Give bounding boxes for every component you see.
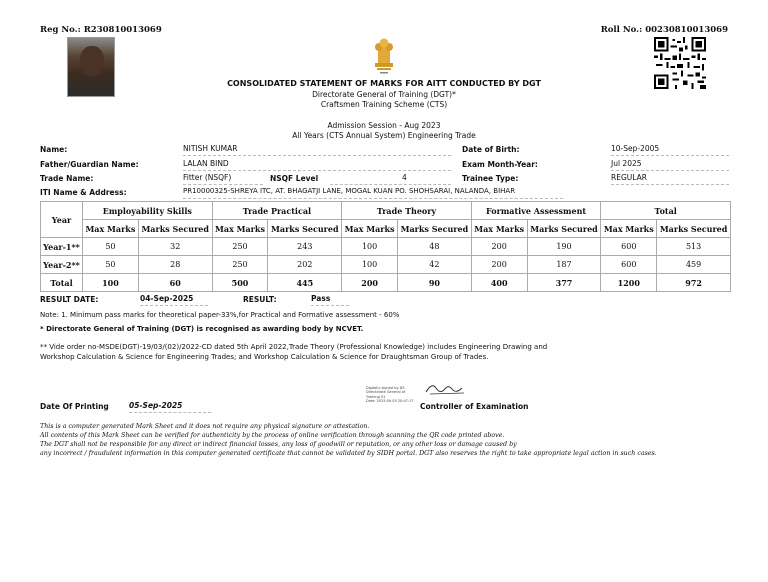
candidate-photo xyxy=(67,37,115,97)
table-cell: 250 xyxy=(212,238,268,256)
row-year: Total xyxy=(41,274,83,292)
result-value: Pass xyxy=(311,294,349,306)
table-cell: 250 xyxy=(212,256,268,274)
result-date-label: RESULT DATE: xyxy=(40,295,99,304)
table-cell: 100 xyxy=(83,274,139,292)
marks-table xyxy=(40,201,731,292)
table-cell: 377 xyxy=(527,274,601,292)
table-row xyxy=(41,238,731,256)
trainee-label: Trainee Type: xyxy=(462,174,519,183)
table-cell: 100 xyxy=(342,256,398,274)
table-cell: 459 xyxy=(657,256,731,274)
group-header: Employability Skills xyxy=(83,202,213,220)
table-cell: 32 xyxy=(138,238,212,256)
marks-secured-header: Marks Secured xyxy=(398,220,472,238)
note-pass-marks: Note: 1. Minimum pass marks for theoretical paper-33%,for Practical and Formative assessment - 60% xyxy=(40,311,400,319)
table-cell: 200 xyxy=(471,238,527,256)
exam-value: Jul 2025 xyxy=(611,159,729,171)
header-line-dgt: Directorate General of Training (DGT)* xyxy=(312,90,456,99)
footer-line-3: The DGT shall not be responsible for any direct or indirect financial losses, any loss of goodwill or reputation, or any other loss or damage caused by xyxy=(40,441,517,448)
digital-signature-stamp: Digitally signed by DS Directorate General of Training 01 Date: 2025.09.05 20:47:17 xyxy=(366,386,414,404)
table-cell: 400 xyxy=(471,274,527,292)
table-cell: 60 xyxy=(138,274,212,292)
note-order-line2: Workshop Calculation & Science for Engineering Trades; and Workshop Calculation & Science for Draughtsman Group of Trades. xyxy=(40,353,489,361)
exam-label: Exam Month-Year: xyxy=(462,160,538,169)
table-cell: 445 xyxy=(268,274,342,292)
table-cell: 50 xyxy=(83,256,139,274)
printing-date-value: 05-Sep-2025 xyxy=(129,401,211,413)
note-order-line1: ** Vide order no-MSDE(DGT)-19/03/(02)/2022-CD dated 5th April 2022,Trade Theory (Professional Knowledge) includes Engineering Drawing and xyxy=(40,343,548,351)
footer-line-1: This is a computer generated Mark Sheet and it does not require any physical signature or attestation. xyxy=(40,423,370,430)
max-marks-header: Max Marks xyxy=(601,220,657,238)
dob-label: Date of Birth: xyxy=(462,145,520,154)
name-label: Name: xyxy=(40,145,68,154)
table-cell: 600 xyxy=(601,256,657,274)
table-row-total xyxy=(41,274,731,292)
iti-value: PR10000325-SHREYA ITC, AT. BHAGATJI LANE, MOGAL KUAN PO. SHOHSARAI, NALANDA, BIHAR xyxy=(183,187,563,199)
father-label: Father/Guardian Name: xyxy=(40,160,139,169)
national-emblem-icon xyxy=(369,33,399,77)
admission-session: Admission Session - Aug 2023 xyxy=(327,121,441,130)
group-header: Trade Theory xyxy=(342,202,472,220)
marks-secured-header: Marks Secured xyxy=(138,220,212,238)
table-cell: 972 xyxy=(657,274,731,292)
iti-label: ITI Name & Address: xyxy=(40,188,127,197)
table-cell: 28 xyxy=(138,256,212,274)
table-cell: 600 xyxy=(601,238,657,256)
trade-value: Fitter (NSQF) xyxy=(183,173,263,185)
father-value: LALAN BIND xyxy=(183,159,451,171)
nsqf-value: 4 xyxy=(330,173,451,185)
footer-line-4: any incorrect / fraudulent information in this computer generated certificate that cannot be validated by SIDH portal. DGT also reserves the right to take appropriate legal action in such cases. xyxy=(40,450,657,457)
document-title: CONSOLIDATED STATEMENT OF MARKS FOR AITT CONDUCTED BY DGT xyxy=(227,79,541,88)
name-value: NITISH KUMAR xyxy=(183,144,451,156)
table-cell: 100 xyxy=(342,238,398,256)
group-header: Trade Practical xyxy=(212,202,342,220)
marks-secured-header: Marks Secured xyxy=(527,220,601,238)
table-cell: 200 xyxy=(471,256,527,274)
table-cell: 200 xyxy=(342,274,398,292)
controller-label: Controller of Examination xyxy=(420,402,529,411)
row-year: Year-1** xyxy=(41,238,83,256)
table-cell: 513 xyxy=(657,238,731,256)
max-marks-header: Max Marks xyxy=(471,220,527,238)
dob-value: 10-Sep-2005 xyxy=(611,144,729,156)
max-marks-header: Max Marks xyxy=(83,220,139,238)
row-year: Year-2** xyxy=(41,256,83,274)
registration-number: Reg No.: R230810013069 xyxy=(40,25,162,35)
max-marks-header: Max Marks xyxy=(212,220,268,238)
table-row xyxy=(41,256,731,274)
group-header: Total xyxy=(601,202,731,220)
table-cell: 90 xyxy=(398,274,472,292)
table-cell: 42 xyxy=(398,256,472,274)
nsqf-label: NSQF Level xyxy=(270,174,319,183)
note-ncvet: * Directorate General of Training (DGT) is recognised as awarding body by NCVET. xyxy=(40,325,364,333)
max-marks-header: Max Marks xyxy=(342,220,398,238)
result-date-value: 04-Sep-2025 xyxy=(140,294,208,306)
marks-secured-header: Marks Secured xyxy=(657,220,731,238)
roll-number: Roll No.: 00230810013069 xyxy=(600,25,728,35)
table-cell: 50 xyxy=(83,238,139,256)
group-header: Formative Assessment xyxy=(471,202,601,220)
trade-system-line: All Years (CTS Annual System) Engineering Trade xyxy=(292,131,476,140)
table-cell: 190 xyxy=(527,238,601,256)
year-header: Year xyxy=(41,202,83,238)
trainee-value: REGULAR xyxy=(611,173,729,185)
header-line-cts: Craftsmen Training Scheme (CTS) xyxy=(320,100,448,109)
table-cell: 202 xyxy=(268,256,342,274)
table-cell: 243 xyxy=(268,238,342,256)
table-cell: 500 xyxy=(212,274,268,292)
printing-date-label: Date Of Printing xyxy=(40,402,109,411)
signature-icon xyxy=(424,380,468,398)
footer-line-2: All contents of this Mark Sheet can be verified for authenticity by the process of online verification through scanning the QR code printed above. xyxy=(40,432,505,439)
trade-label: Trade Name: xyxy=(40,174,94,183)
table-cell: 1200 xyxy=(601,274,657,292)
table-cell: 187 xyxy=(527,256,601,274)
marks-secured-header: Marks Secured xyxy=(268,220,342,238)
table-cell: 48 xyxy=(398,238,472,256)
result-label: RESULT: xyxy=(243,295,277,304)
